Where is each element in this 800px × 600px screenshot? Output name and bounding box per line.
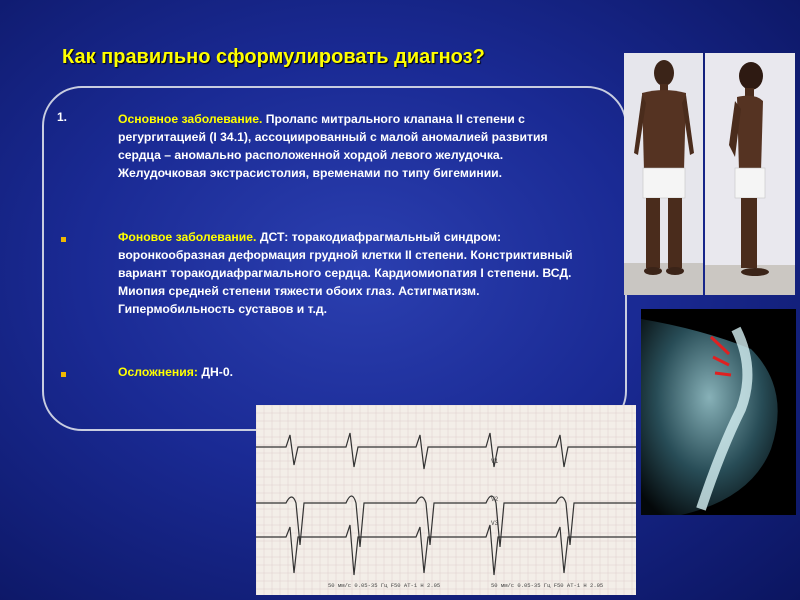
item-heading: Осложнения: [118,365,198,379]
list-item-background-disease [118,228,588,318]
ecg-printout [256,405,636,595]
list-item-main-disease [118,110,588,182]
slide-title: Как правильно сформулировать диагноз? [62,46,485,68]
bullet-square-icon [61,372,66,377]
bullet-square-icon [61,237,66,242]
patient-side-photo [705,53,795,295]
spine-xray-image [641,309,796,515]
list-item-complications [118,363,588,381]
patient-back-photo [624,53,703,295]
item-text: ДСТ: торакодиафрагмальный синдром: воронкообразная деформация грудной клетки II степени. Констриктивный вариант торакодиафрагмального сердца. Кардиомиопатия I степени. ВСД. Миопия средней степени тяжести обоих глаз. Астигматизм. Гипермобильность суставов и т.д. [118,230,573,316]
list-marker-1: 1. [57,110,68,124]
ecg-lead-label: V1 [491,458,499,465]
item-heading: Основное заболевание. [118,112,263,126]
item-text: ДН-0. [197,365,234,379]
ecg-footer-right: 50 мм/с 0.05-35 Гц F50 AT-1 H 2.05 [491,582,604,589]
item-heading: Фоновое заболевание. [118,230,257,244]
ecg-lead-label: V2 [491,496,499,503]
ecg-footer-left: 50 мм/с 0.05-35 Гц F50 AT-1 H 2.05 [328,582,441,589]
item-text: Пролапс митрального клапана II степени с регургитацией (I 34.1), ассоциированный с малой аномалией развития сердца – аномально расположенной хордой левого желудочка. Желудочковая экстрасистолия, временами по типу бигеминии. [118,112,548,180]
ecg-lead-label: V3 [491,520,499,527]
